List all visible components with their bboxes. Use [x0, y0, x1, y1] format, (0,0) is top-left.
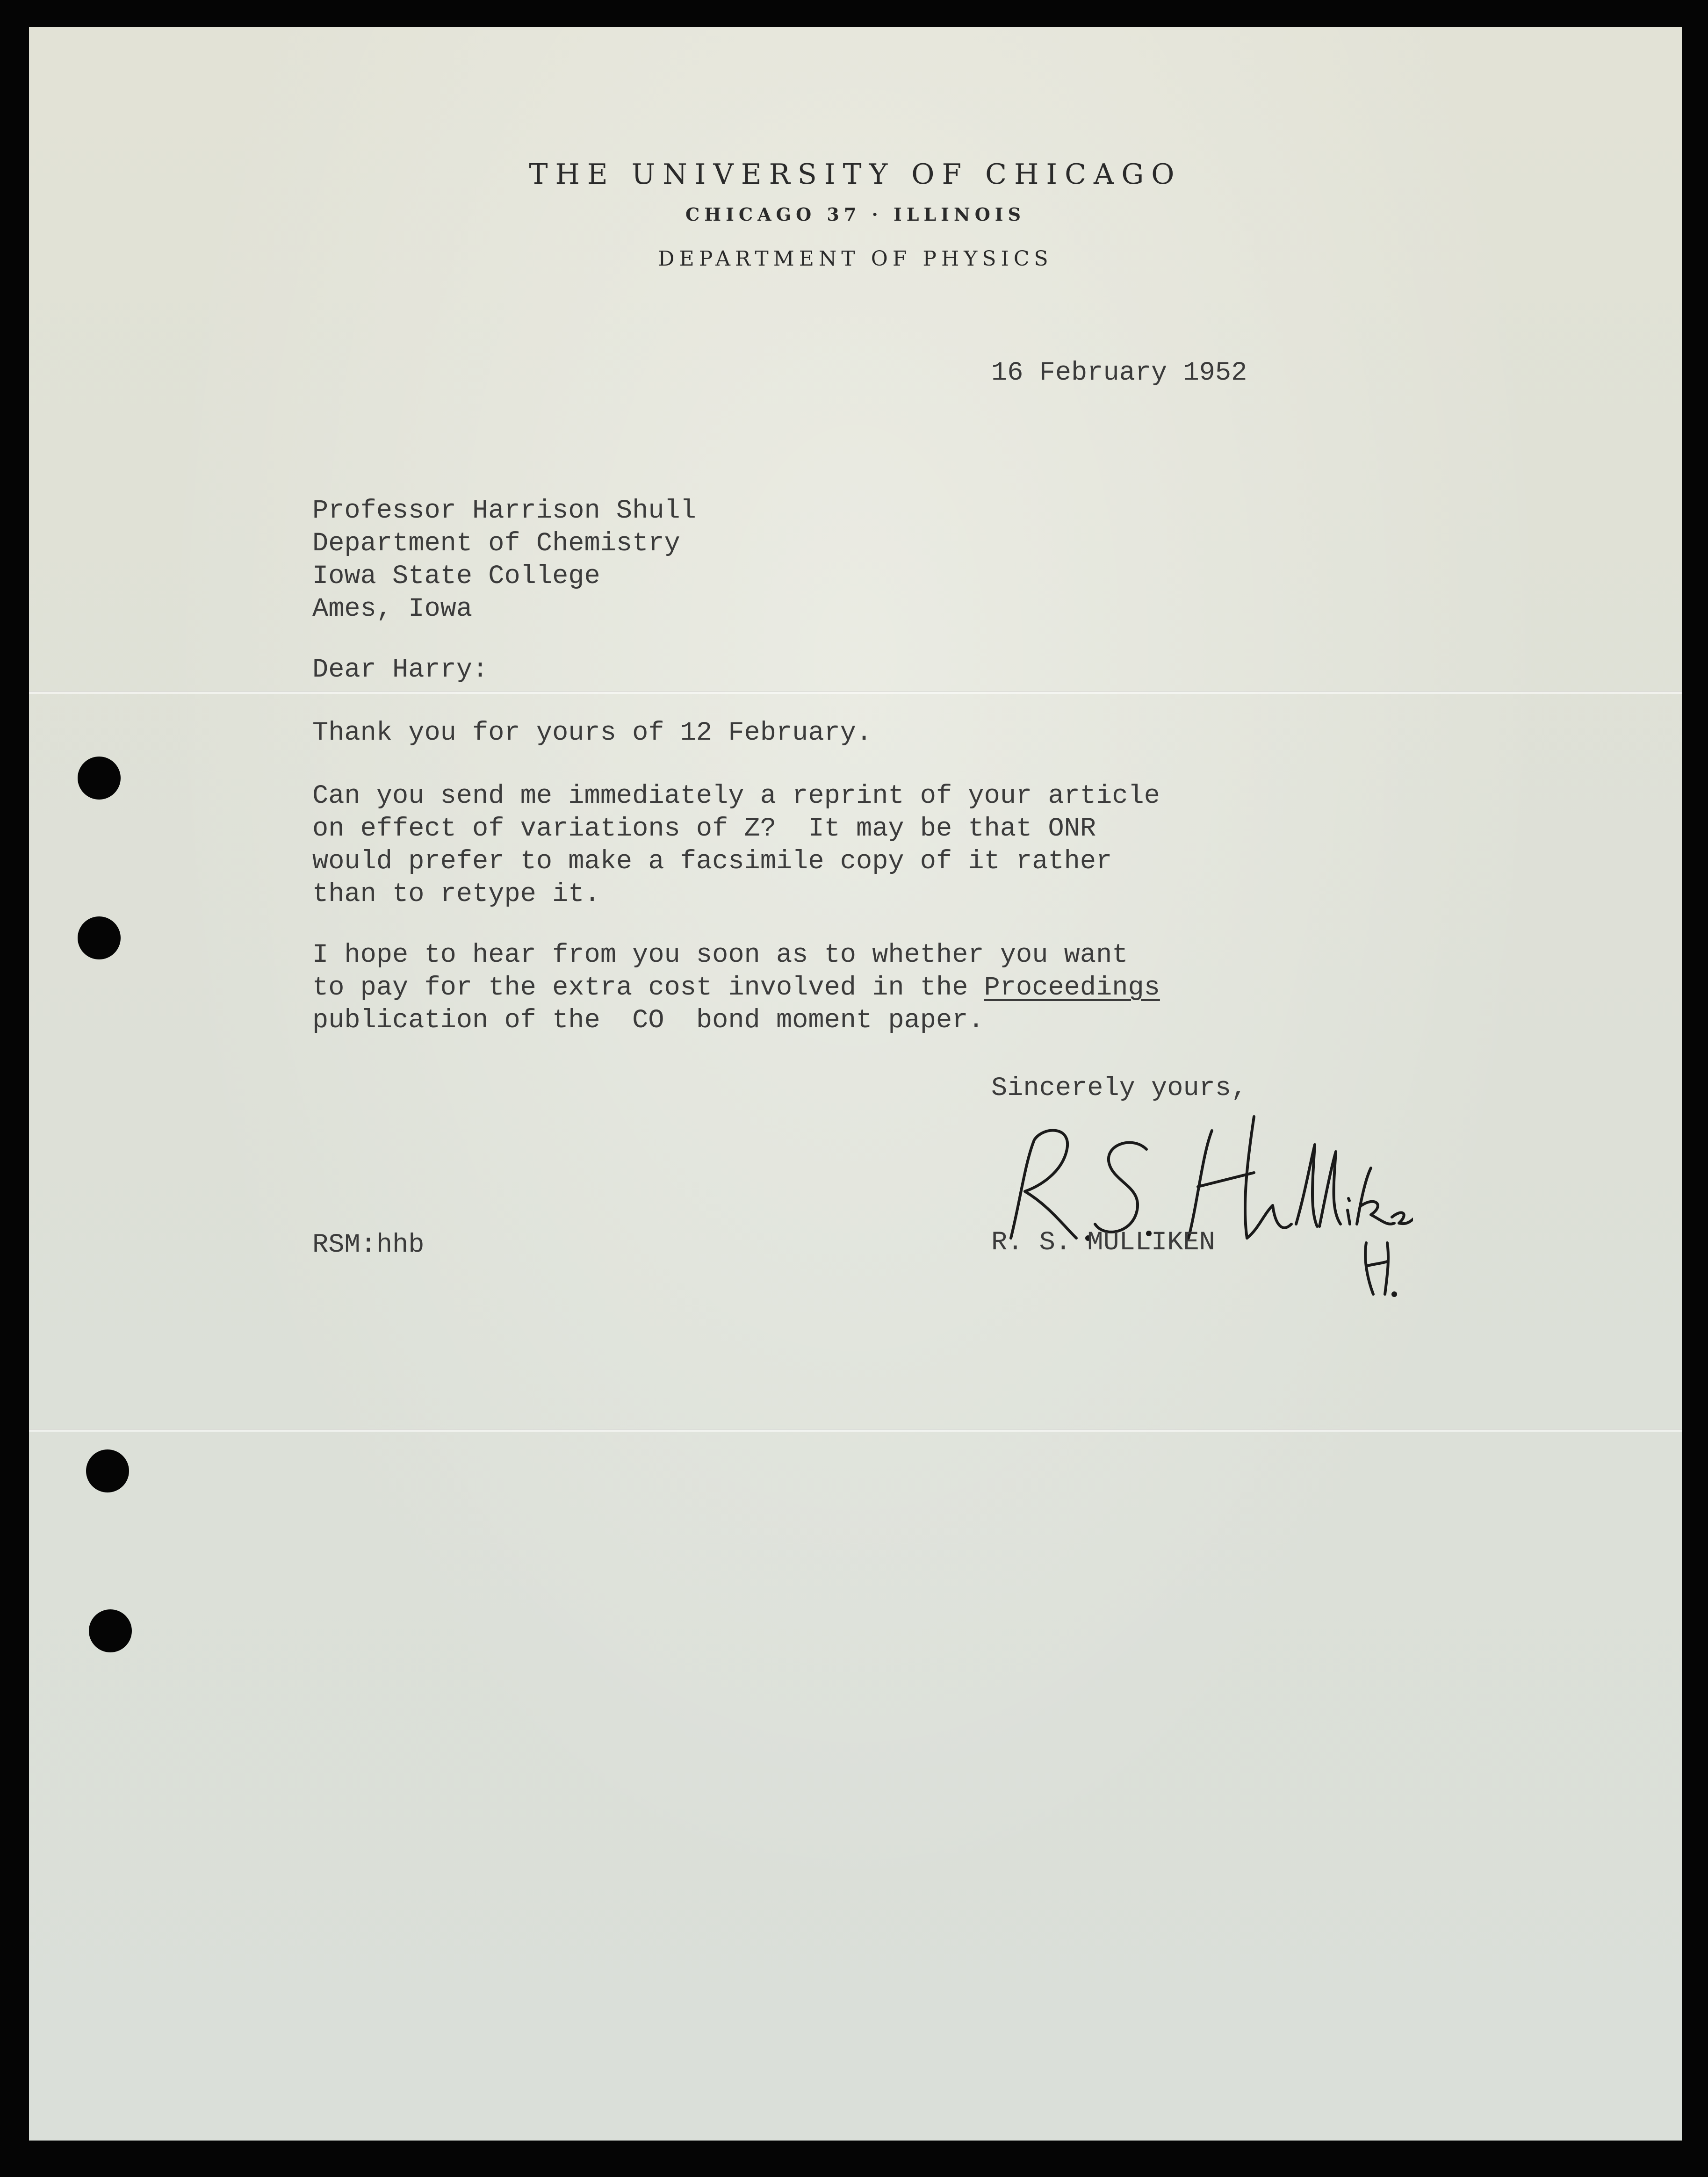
paragraph-line: on effect of variations of Z? It may be that ONR: [312, 814, 1096, 844]
binder-hole-3: [86, 1449, 129, 1492]
typist-initials: RSM:hhb: [312, 1230, 425, 1260]
paragraph-line: publication of the CO bond moment paper.: [312, 1006, 984, 1036]
paragraph-3: [312, 939, 1160, 1037]
paragraph-text: to pay for the extra cost involved in the: [312, 973, 984, 1003]
recipient-line: Professor Harrison Shull: [312, 496, 696, 526]
closing: Sincerely yours,: [991, 1074, 1247, 1103]
binder-hole-2: [78, 916, 121, 959]
recipient-address: [312, 495, 696, 626]
binder-hole-4: [89, 1609, 132, 1652]
handwritten-signature: [992, 1098, 1413, 1304]
letterhead-department: DEPARTMENT OF PHYSICS: [658, 247, 1053, 271]
paragraph-line: I hope to hear from you soon as to whether you want: [312, 940, 1128, 970]
paragraph-line: [312, 972, 1160, 1004]
letter-page: [29, 27, 1682, 2141]
letter-date: 16 February 1952: [991, 358, 1247, 388]
fold-line-upper: [29, 691, 1682, 694]
paragraph-line: Can you send me immediately a reprint of your article: [312, 781, 1160, 811]
journal-title: Proceedings: [984, 973, 1160, 1003]
letterhead-city: CHICAGO 37 · ILLINOIS: [685, 204, 1026, 225]
recipient-line: Department of Chemistry: [312, 529, 680, 559]
paragraph-2: [312, 780, 1160, 911]
paragraph-line: than to retype it.: [312, 879, 600, 909]
paragraph-line: Thank you for yours of 12 February.: [312, 718, 872, 748]
recipient-line: Iowa State College: [312, 562, 600, 591]
recipient-line: Ames, Iowa: [312, 594, 473, 624]
paragraph-1: [312, 717, 872, 750]
salutation: Dear Harry:: [312, 655, 489, 685]
fold-line-lower: [29, 1429, 1682, 1432]
signer-name: R. S. MULLIKEN: [991, 1228, 1215, 1258]
binder-hole-1: [78, 757, 121, 800]
paragraph-line: would prefer to make a facsimile copy of it rather: [312, 847, 1112, 877]
letterhead-institution: THE UNIVERSITY OF CHICAGO: [529, 158, 1182, 191]
